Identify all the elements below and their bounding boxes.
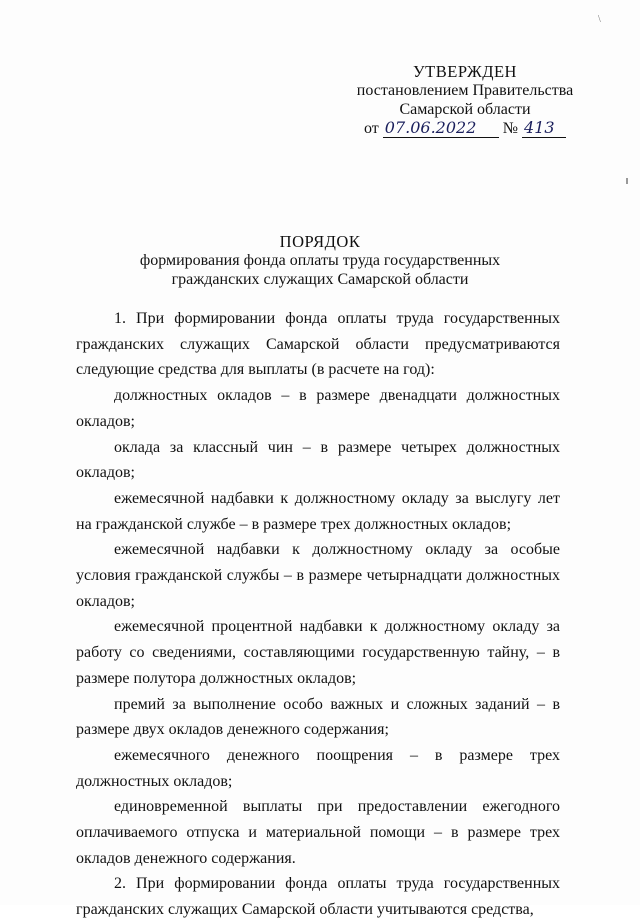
number-prefix: № bbox=[502, 120, 519, 137]
date-prefix: от bbox=[364, 120, 379, 137]
paragraph-class-rank: оклада за классный чин – в размере четырех должностных окладов; bbox=[76, 438, 560, 482]
corner-scan-mark: \ bbox=[598, 14, 601, 25]
decree-date-number-line bbox=[364, 118, 566, 138]
paragraph-bonuses: премий за выполнение особо важных и сложных заданий – в размере двух окладов денежного содержания; bbox=[76, 695, 560, 739]
paragraph-special-conditions: ежемесячной надбавки к должностному окладу за особые условия гражданской службы – в размере четырнадцати должностных окладов; bbox=[76, 541, 560, 610]
approval-line-2: Самарской области bbox=[399, 101, 531, 118]
heading-subtitle-line-2: гражданских служащих Самарской области bbox=[171, 271, 469, 288]
handwritten-date: 07.06.2022 bbox=[383, 118, 499, 138]
paragraph-vacation-payment: единовременной выплаты при предоставлении ежегодного оплачиваемого отпуска и материальной помощи – в размере трех окладов денежного содержания. bbox=[76, 798, 560, 867]
handwritten-number: 413 bbox=[522, 118, 566, 138]
paragraph-state-secret: ежемесячной процентной надбавки к должностному окладу за работу со сведениями, составляющими государственную тайну, – в размере полутора должностных окладов; bbox=[76, 618, 560, 687]
heading-subtitle-line-1: формирования фонда оплаты труда государственных bbox=[139, 252, 501, 269]
paragraph-seniority: ежемесячной надбавки к должностному окладу за выслугу лет на гражданской службе – в размере трех должностных окладов; bbox=[76, 489, 560, 533]
heading-title: ПОРЯДОК bbox=[279, 232, 361, 251]
paragraph-2: 2. При формировании фонда оплаты труда государственных гражданских служащих Самарской области учитываются средства, bbox=[76, 875, 560, 919]
approval-stamp-block bbox=[350, 62, 580, 119]
document-heading bbox=[80, 232, 560, 289]
side-scan-mark bbox=[626, 178, 628, 184]
approval-title: УТВЕРЖДЕН bbox=[413, 62, 517, 81]
paragraph-1: 1. При формировании фонда оплаты труда государственных гражданских служащих Самарской области предусматриваются следующие средства для выплаты (в расчете на год): bbox=[76, 310, 560, 379]
approval-line-1: постановлением Правительства bbox=[356, 82, 574, 99]
paragraph-salary: должностных окладов – в размере двенадцати должностных окладов; bbox=[76, 387, 560, 430]
paragraph-monthly-incentive: ежемесячного денежного поощрения – в размере трех должностных окладов; bbox=[76, 746, 560, 790]
document-body bbox=[76, 306, 560, 923]
